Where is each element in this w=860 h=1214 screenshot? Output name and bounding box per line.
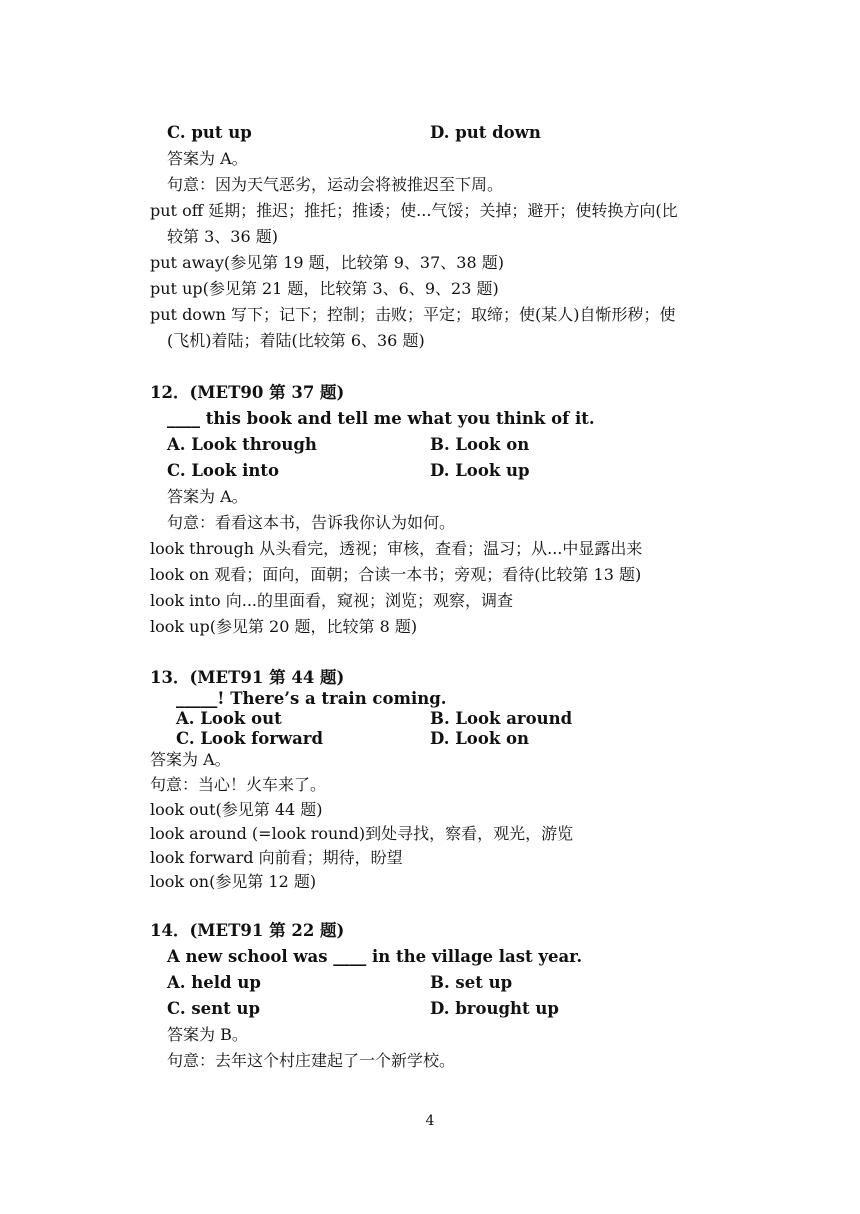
note-line: put down 写下；记下；控制；击败；平定；取缔；使(某人)自惭形秽；使 xyxy=(150,305,676,324)
note-line: look on 观看；面向，面朝；合读一本书；旁观；看待(比较第 13 题) xyxy=(150,565,642,584)
option-d: D. brought up xyxy=(430,999,559,1018)
note-line: put off 延期；推迟；推托；推诿；使...气馁；关掉；避开；使转换方向(比 xyxy=(150,201,678,220)
note-line: look forward 向前看；期待，盼望 xyxy=(150,848,403,867)
note-line: look up(参见第 20 题，比较第 8 题) xyxy=(150,617,418,636)
meaning-text: 句意：当心！火车来了。 xyxy=(150,775,327,794)
page-number: 4 xyxy=(425,1113,435,1129)
answer-text: 答案为 A。 xyxy=(167,487,248,506)
note-line: look out(参见第 44 题) xyxy=(150,800,323,819)
option-b: B. Look around xyxy=(430,709,573,728)
note-line: put away(参见第 19 题，比较第 9、37、38 题) xyxy=(150,253,504,272)
note-line: (飞机)着陆；着陆(比较第 6、36 题) xyxy=(167,331,425,350)
option-c: C. put up xyxy=(167,123,252,142)
option-d: D. Look up xyxy=(430,461,530,480)
question-text: A new school was ____ in the village last year. xyxy=(167,947,583,966)
option-d: D. Look on xyxy=(430,729,529,748)
question-text: _____! There’s a train coming. xyxy=(176,689,447,708)
note-line: put up(参见第 21 题，比较第 3、6、9、23 题) xyxy=(150,279,499,298)
option-a: A. Look through xyxy=(167,435,317,454)
option-a: A. Look out xyxy=(176,709,282,728)
question-heading: 14．(MET91 第 22 题) xyxy=(150,921,345,940)
answer-text: 答案为 A。 xyxy=(150,750,231,769)
note-line: look on(参见第 12 题) xyxy=(150,872,317,891)
note-line: 较第 3、36 题) xyxy=(167,227,278,246)
option-b: B. Look on xyxy=(430,435,530,454)
note-line: look into 向...的里面看，窥视；浏览；观察，调查 xyxy=(150,591,513,610)
note-line: look around (=look round)到处寻找，察看，观光，游览 xyxy=(150,824,574,843)
option-c: C. Look forward xyxy=(176,729,324,748)
answer-text: 答案为 B。 xyxy=(167,1025,248,1044)
option-b: B. set up xyxy=(430,973,513,992)
question-heading: 12．(MET90 第 37 题) xyxy=(150,383,345,402)
option-a: A. held up xyxy=(167,973,261,992)
meaning-text: 句意：因为天气恶劣，运动会将被推迟至下周。 xyxy=(167,175,504,194)
option-c: C. sent up xyxy=(167,999,261,1018)
note-line: look through 从头看完，透视；审核，查看；温习；从...中显露出来 xyxy=(150,539,643,558)
option-c: C. Look into xyxy=(167,461,280,480)
option-d: D. put down xyxy=(430,123,541,142)
question-text: ____ this book and tell me what you think of it. xyxy=(167,409,595,428)
answer-text: 答案为 A。 xyxy=(167,149,248,168)
meaning-text: 句意：看看这本书，告诉我你认为如何。 xyxy=(167,513,456,532)
question-heading: 13．(MET91 第 44 题) xyxy=(150,668,345,687)
meaning-text: 句意：去年这个村庄建起了一个新学校。 xyxy=(167,1051,456,1070)
